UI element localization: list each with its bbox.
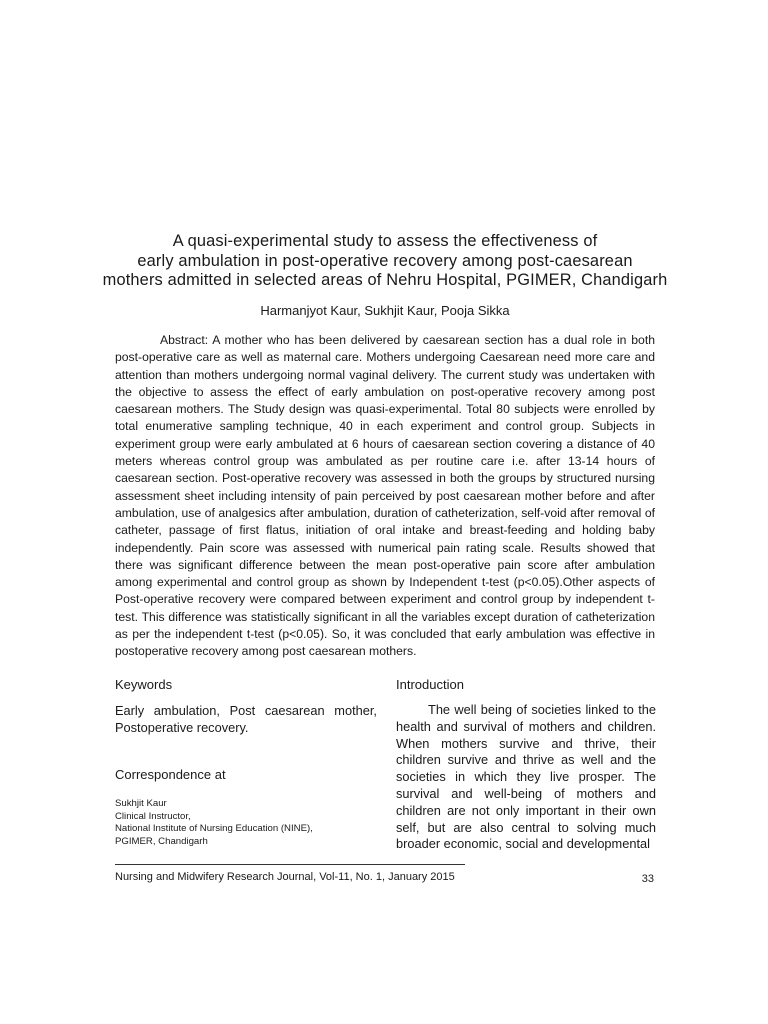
- correspondence-name: Sukhjit Kaur: [115, 798, 167, 809]
- introduction-heading: Introduction: [396, 677, 464, 692]
- title-line: mothers admitted in selected areas of Nehru Hospital, PGIMER, Chandigarh: [102, 271, 668, 289]
- keywords-text: Early ambulation, Post caesarean mother, Postoperative recovery.: [115, 703, 377, 735]
- title-line: early ambulation in post-operative recovery among post-caesarean: [137, 251, 633, 270]
- footer-divider: [115, 864, 465, 865]
- correspondence-location: PGIMER, Chandigarh: [115, 835, 208, 847]
- keywords-heading: Keywords: [115, 677, 173, 692]
- right-column: [396, 676, 656, 853]
- title-line: A quasi-experimental study to assess the effectiveness of: [172, 232, 598, 250]
- correspondence-institute: National Institute of Nursing Education (NINE),: [115, 823, 313, 835]
- abstract-paragraph: Abstract: A mother who has been delivered by caesarean section has a dual role in both post-operative care as well as maternal care. Mothers undergoing Caesarean need more care and attention than mothers undergoing normal vaginal delivery. The current study was undertaken with the objective to assess the effect of early ambulation on post-operative recovery among post caesarean mothers. The Study design was quasi-experimental. Total 80 subjects were enrolled by total enumerative sampling technique, 40 in each experiment and control group. Subjects in experiment group were early ambulated at 6 hours of caesarean section covering a distance of 40 meters whereas control group was ambulated as per routine care i.e. after 13-14 hours of caesarean section. Post-operative recovery was assessed in both the groups by structured nursing assessment sheet including intensity of pain perceived by post caesarean mother before and after ambulation, use of analgesics after ambulation, duration of catheterization, self-void after removal of catheter, passage of first flatus, initiation of oral intake and breast-feeding and holding baby independently. Pain score was assessed with numerical pain rating scale. Results showed that there was significant difference between the mean post-operative pain score after ambulation among experimental and control group as shown by Independent t-test (p<0.05).Other aspects of Post-operative recovery were compared between experiment and control group by independent t-test. This difference was statistically significant in all the variables except duration of catheterization as per the independent t-test (p<0.05). So, it was concluded that early ambulation was effective in postoperative recovery among post caesarean mothers.: [115, 333, 655, 659]
- correspondence-role: Clinical Instructor,: [115, 810, 191, 822]
- page-number: 33: [641, 873, 654, 885]
- correspondence-block: [115, 798, 377, 848]
- journal-citation: Nursing and Midwifery Research Journal, Vol-11, No. 1, January 2015: [115, 871, 455, 883]
- left-column: [115, 676, 377, 848]
- introduction-paragraph: The well being of societies linked to the health and survival of mothers and children. When mothers survive and thrive, their children survive and thrive as well and the societies in which they live prosper. The survival and well-being of mothers and children are not only important in their own self, but are also central to solving much broader economic, social and developmental: [396, 702, 656, 852]
- correspondence-heading: Correspondence at: [115, 767, 226, 782]
- author-list: Harmanjyot Kaur, Sukhjit Kaur, Pooja Sikka: [260, 303, 510, 318]
- paper-title: [100, 232, 670, 291]
